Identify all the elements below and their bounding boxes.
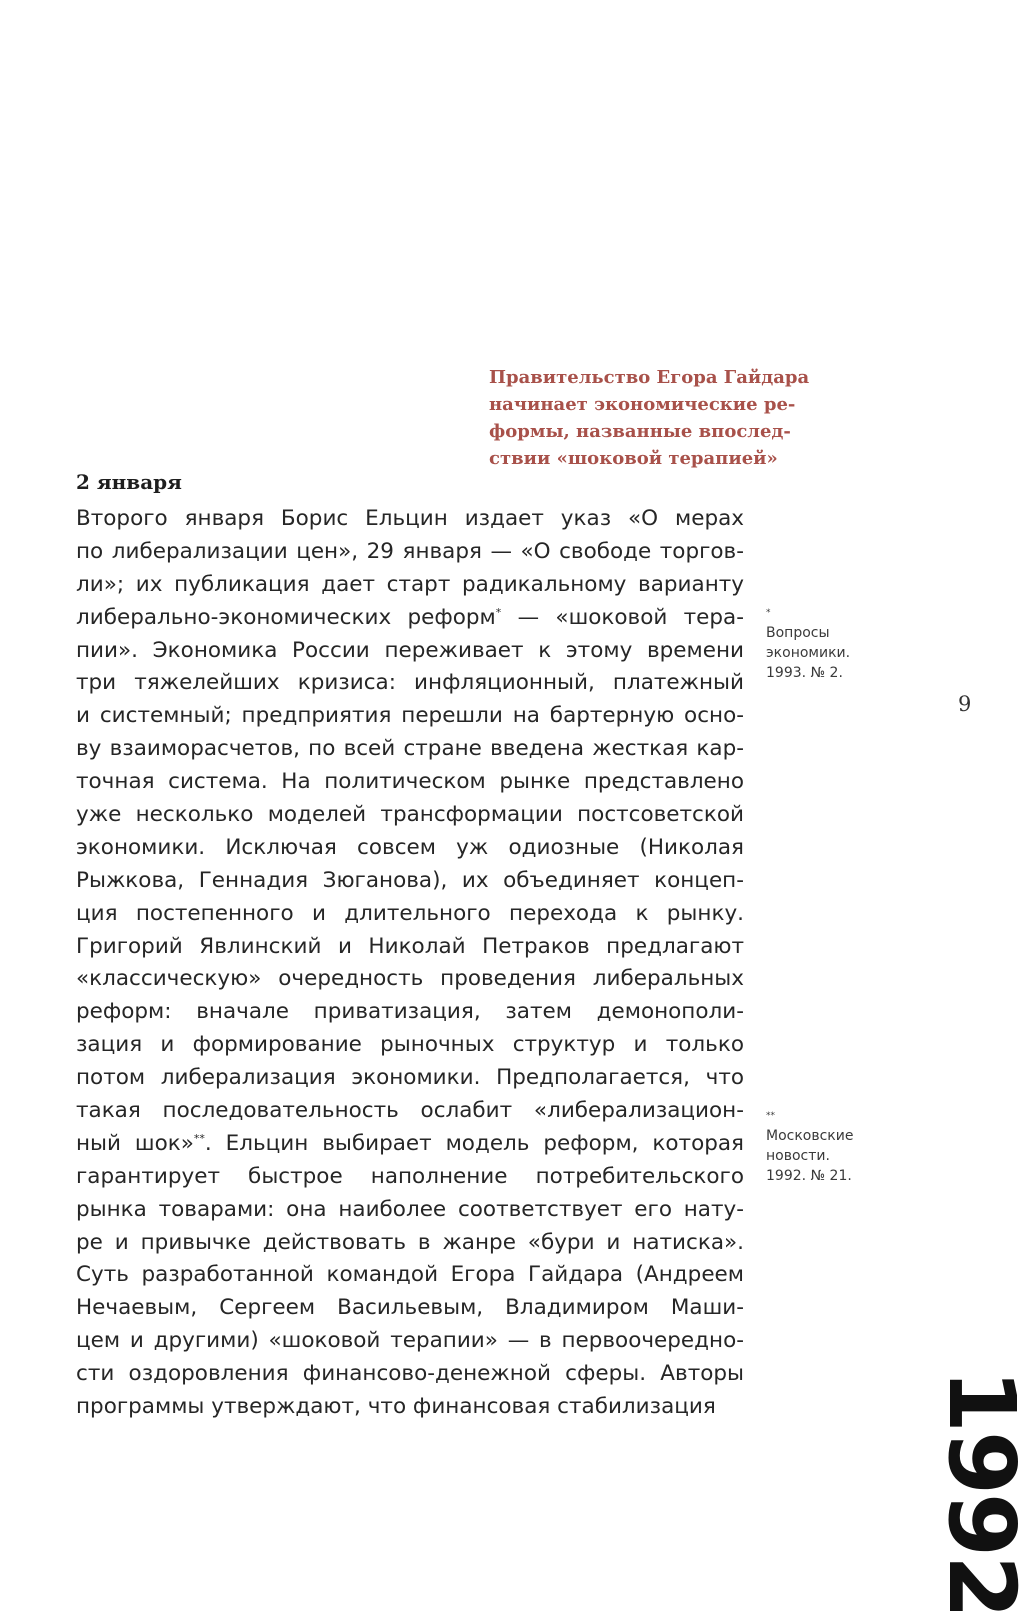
body-line: ли»; их публикация дает старт радикальному варианту bbox=[76, 571, 744, 597]
footnote-mark: ** bbox=[766, 1111, 775, 1121]
body-line: цем и другими) «шоковой терапии» — в первоочередно- bbox=[76, 1328, 744, 1354]
body-line: и системный; предприятия перешли на бартерную осно- bbox=[76, 703, 744, 729]
year-mark: 1992 bbox=[928, 1369, 1035, 1617]
footnote-line bbox=[766, 1106, 896, 1146]
body-line: реформ: вначале приватизация, затем демонополи- bbox=[76, 999, 744, 1025]
body-line bbox=[76, 602, 744, 635]
body-line: три тяжелейших кризиса: инфляционный, платежный bbox=[76, 670, 744, 696]
body-line: ву взаиморасчетов, по всей стране введена жесткая кар- bbox=[76, 736, 744, 762]
body-line: Григорий Явлинский и Николай Петраков предлагают bbox=[76, 933, 744, 959]
body-line: «классическую» очередность проведения либеральных bbox=[76, 966, 744, 992]
footnote bbox=[766, 1106, 896, 1186]
entry-date: 2 января bbox=[76, 470, 182, 494]
headline-line: формы, названные впослед- bbox=[489, 421, 791, 442]
headline-line: начинает экономические ре- bbox=[489, 394, 796, 415]
body-fragment: ный шок» bbox=[76, 1130, 194, 1156]
body-line: такая последовательность ослабит «либерализацион- bbox=[76, 1098, 744, 1124]
body-line: Нечаевым, Сергеем Васильевым, Владимиром Маши- bbox=[76, 1295, 744, 1321]
body-line: зация и формирование рыночных структур и только bbox=[76, 1032, 744, 1058]
footnote-line bbox=[766, 603, 896, 643]
body-line: гарантирует быстрое наполнение потребительского bbox=[76, 1163, 744, 1189]
body-line: по либерализации цен», 29 января — «О свободе торгов- bbox=[76, 538, 744, 564]
body-line: Второго января Борис Ельцин издает указ «О мерах bbox=[76, 506, 744, 531]
footnote-text: Вопросы bbox=[766, 625, 830, 641]
body-line: программы утверждают, что финансовая стабилизация bbox=[76, 1394, 716, 1420]
body-line: потом либерализация экономики. Предполагается, что bbox=[76, 1065, 744, 1091]
body-text bbox=[76, 503, 744, 1424]
body-line: экономики. Исключая совсем уж одиозные (Николая bbox=[76, 834, 744, 860]
footnote bbox=[766, 603, 896, 683]
body-line: сти оздоровления финансово-денежной сферы. Авторы bbox=[76, 1361, 744, 1387]
footnote-mark: ** bbox=[193, 1131, 205, 1145]
body-line: ция постепенного и длительного перехода к рынку. bbox=[76, 900, 744, 926]
body-line: Рыжкова, Геннадия Зюганова), их объединяет концеп- bbox=[76, 867, 744, 893]
footnote-mark: * bbox=[495, 605, 502, 619]
body-line: точная система. На политическом рынке представлено bbox=[76, 769, 744, 795]
footnote-line: 1993. № 2. bbox=[766, 665, 843, 681]
body-line: ре и привычке действовать в жанре «бури и натиска». bbox=[76, 1229, 744, 1255]
footnote-line: экономики. bbox=[766, 645, 851, 661]
headline-line: Правительство Егора Гайдара bbox=[489, 367, 810, 388]
body-line: пии». Экономика России переживает к этому времени bbox=[76, 637, 744, 663]
footnote-line: новости. bbox=[766, 1148, 830, 1164]
body-line: рынка товарами: она наиболее соответствует его нату- bbox=[76, 1196, 744, 1222]
footnote-line: 1992. № 21. bbox=[766, 1168, 852, 1184]
body-fragment: — «шоковой тера- bbox=[501, 604, 744, 630]
body-fragment: либерально-экономических реформ bbox=[76, 604, 496, 630]
body-line: уже несколько моделей трансформации постсоветской bbox=[76, 802, 744, 828]
body-line bbox=[76, 1128, 744, 1161]
footnote-mark: * bbox=[766, 608, 771, 618]
headline bbox=[489, 364, 829, 472]
headline-line: ствии «шоковой терапией» bbox=[489, 448, 778, 469]
footnote-text: Московские bbox=[766, 1128, 854, 1144]
body-fragment: . Ельцин выбирает модель реформ, которая bbox=[204, 1130, 744, 1156]
body-line: Суть разработанной командой Егора Гайдара (Андреем bbox=[76, 1262, 744, 1288]
page-number: 9 bbox=[958, 692, 972, 716]
